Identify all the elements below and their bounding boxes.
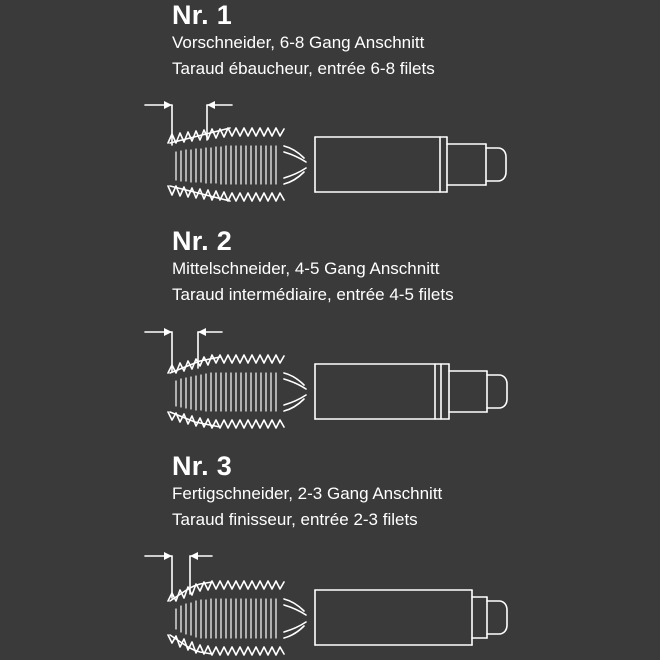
tap-drawing-svg-2 [0,226,660,451]
tap-item-2-german-label: Mittelschneider, 4-5 Gang Anschnitt [172,259,440,278]
tap-item-1-title: Nr. 1 [172,0,233,30]
tap-item-1-german-label: Vorschneider, 6-8 Gang Anschnitt [172,33,425,52]
tap-item-2-french-label: Taraud intermédiaire, entrée 4-5 filets [172,285,454,304]
tap-item-2-drawing [0,226,660,451]
tap-item-3-title: Nr. 3 [172,451,233,481]
shank-ring-group-2 [435,364,449,419]
shank-ring-group-1 [440,137,447,192]
tap-item-1-drawing [0,0,660,226]
tap-item-3-german-label: Fertigschneider, 2-3 Gang Anschnitt [172,484,443,503]
flute-hatching-1 [176,146,276,184]
tap-item-3-drawing [0,451,660,660]
lead-dimension-marker-2 [145,328,222,372]
tap-drawing-svg-3 [0,451,660,660]
lead-dimension-marker-3 [145,552,212,598]
flute-hatching-2 [176,373,276,411]
tap-drawing-svg-1 [0,0,660,226]
tap-item-2-title: Nr. 2 [172,226,233,256]
tap-item-3-french-label: Taraud finisseur, entrée 2-3 filets [172,510,418,529]
tap-item-1-french-label: Taraud ébaucheur, entrée 6-8 filets [172,59,435,78]
flute-hatching-3 [176,599,276,638]
